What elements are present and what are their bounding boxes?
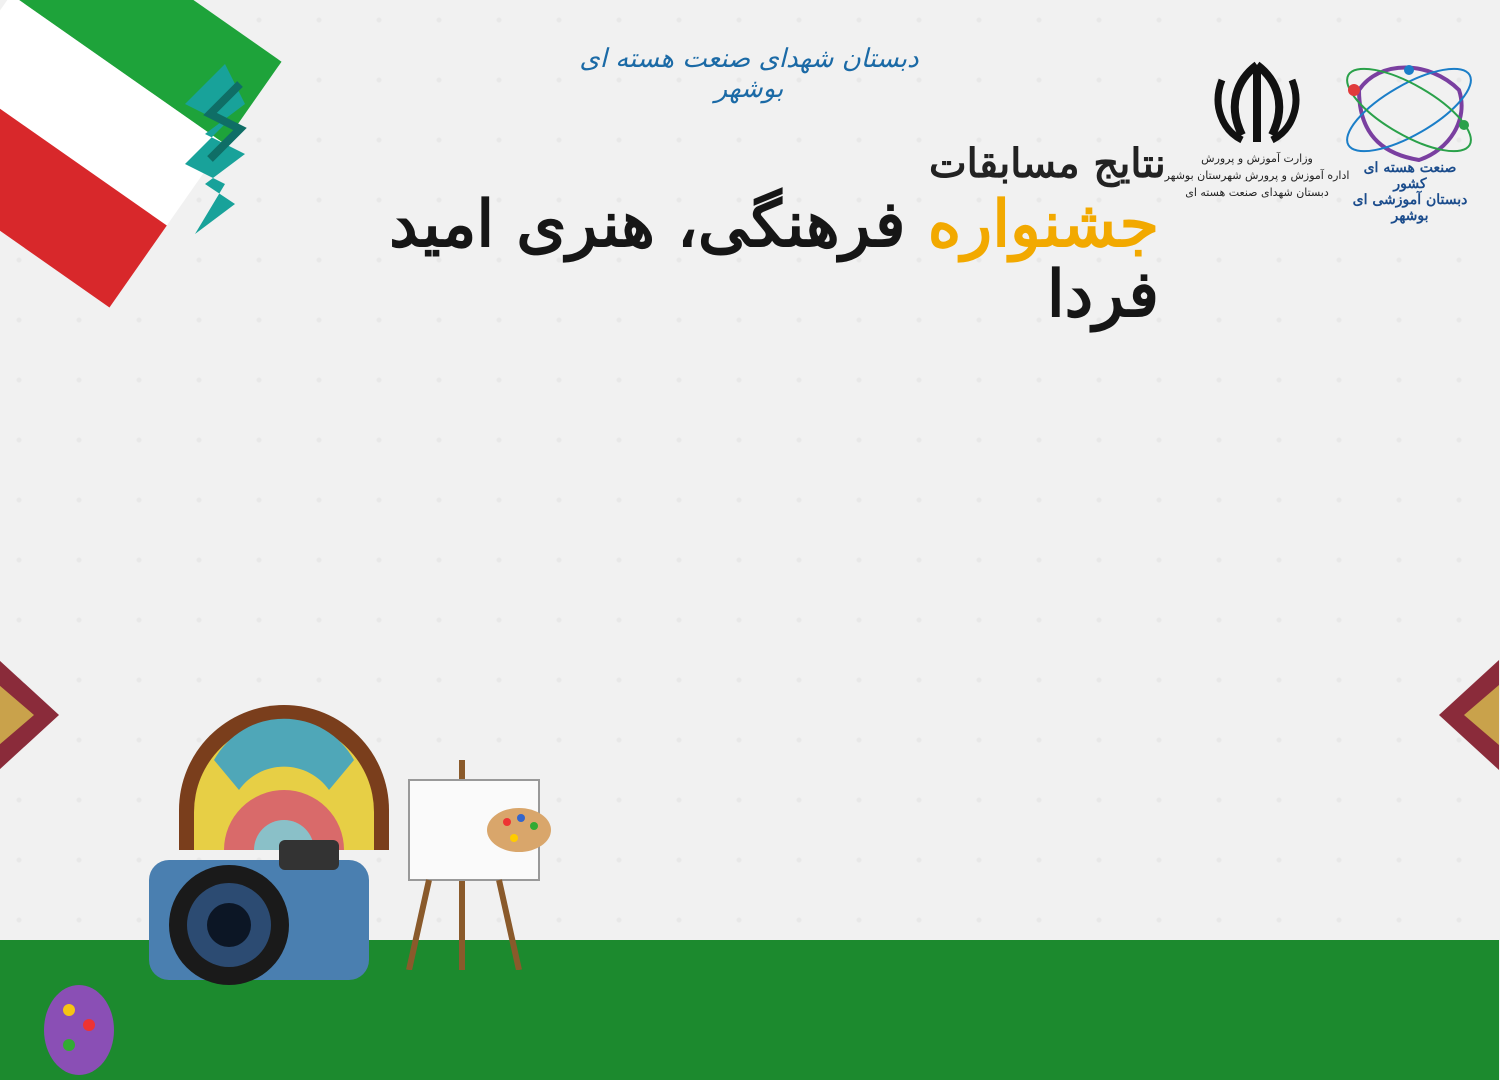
- ornament-right-icon: [1430, 640, 1500, 790]
- org-line2: دبستان آموزشی ای بوشهر: [1353, 192, 1469, 224]
- school-logo-icon: [166, 64, 266, 234]
- paint-palette-icon: [40, 980, 120, 1080]
- ministry-line2: اداره آموزش و پرورش شهرستان بوشهر: [1165, 169, 1351, 183]
- ornament-left-icon: [0, 640, 70, 790]
- ministry-line1: وزارت آموزش و پرورش: [1202, 152, 1314, 165]
- page-title: [300, 187, 1160, 333]
- camera-icon: [140, 830, 380, 1000]
- stained-window-icon: [170, 700, 400, 850]
- iran-emblem-icon: [1208, 60, 1308, 150]
- title-small: نتایج مسابقات: [930, 140, 1167, 187]
- title-rest: فرهنگی، هنری امید فردا: [390, 187, 1160, 333]
- easel-icon: [390, 760, 570, 970]
- ministry-line3: دبستان شهدای صنعت هسته ای: [1186, 186, 1330, 200]
- ministry-text: [1158, 150, 1358, 201]
- org-text: [1346, 160, 1476, 224]
- school-name: دبستان شهدای صنعت هسته ای بوشهر: [580, 44, 920, 104]
- title-accent: جشنواره: [928, 187, 1160, 262]
- org-line1: صنعت هسته ای کشور: [1364, 160, 1458, 192]
